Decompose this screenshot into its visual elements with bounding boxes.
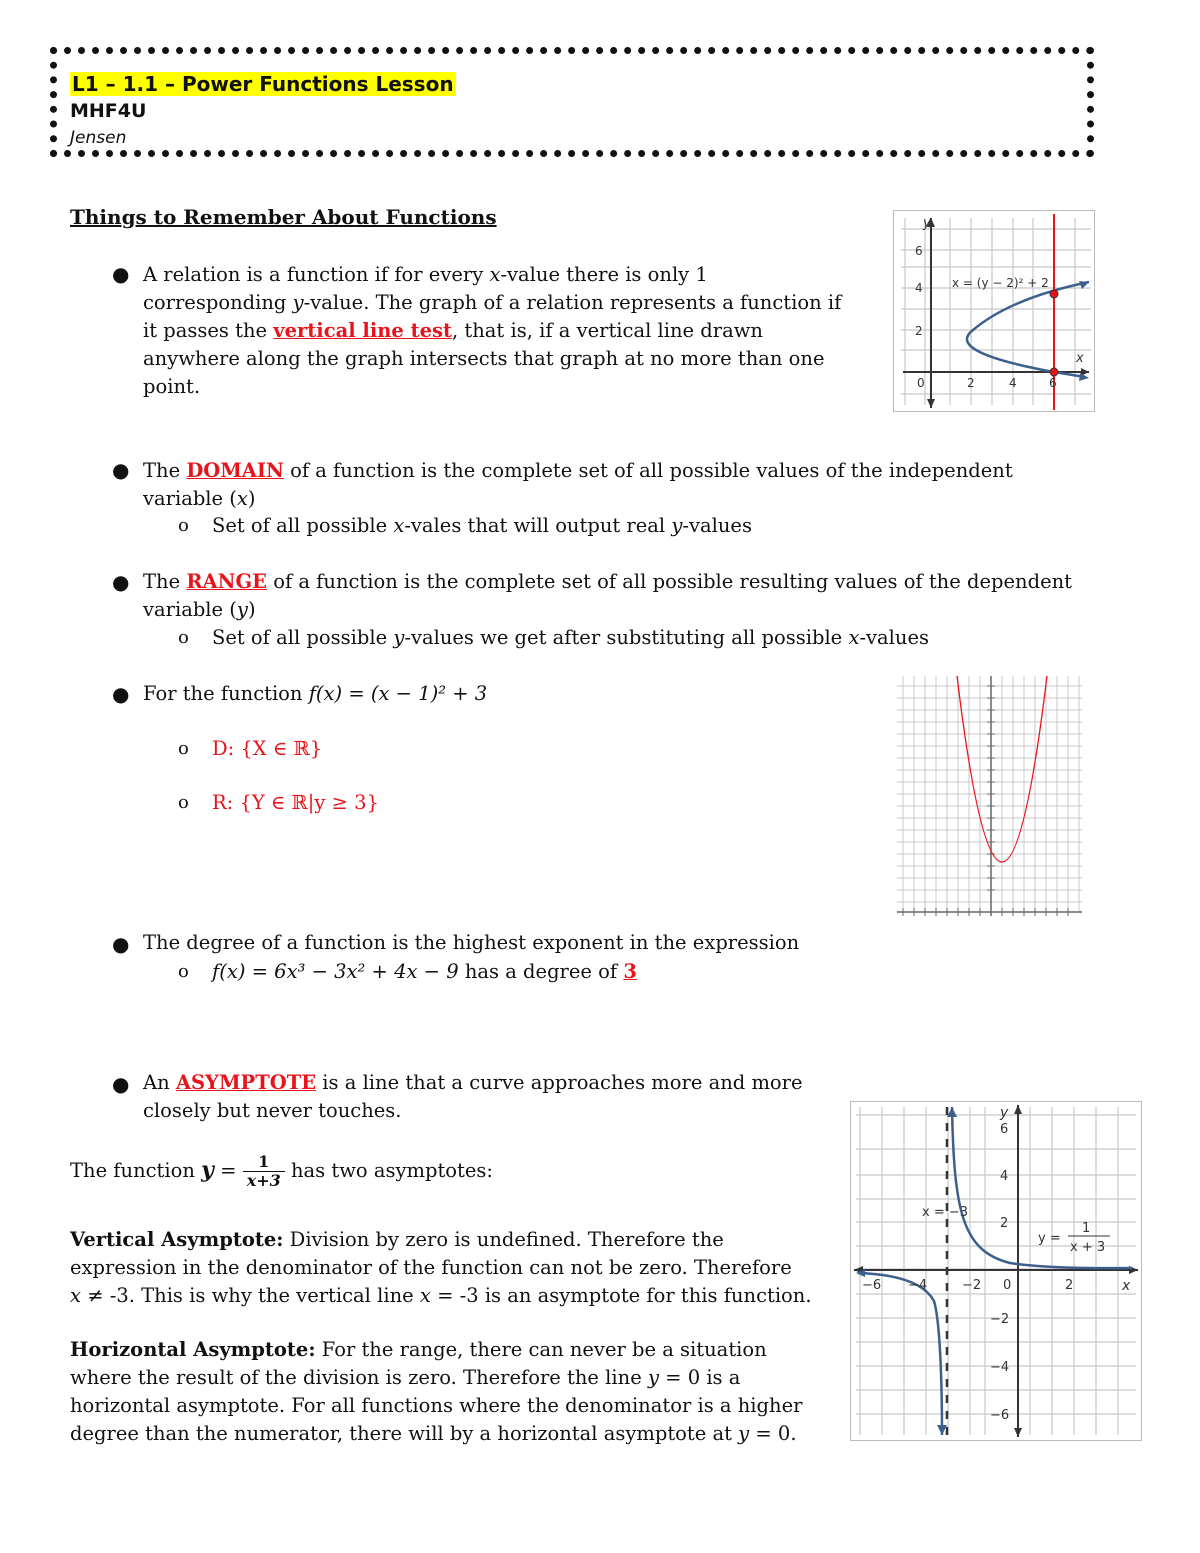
graph3-tick-y: 6 (1000, 1122, 1009, 1137)
graph3-x-label: x (1122, 1278, 1131, 1294)
bullet-icon: ● (112, 262, 130, 286)
graph3-tick-x: −6 (862, 1278, 882, 1293)
domain-subpoint: Set of all possible x-vales that will output real y-values (212, 514, 752, 537)
bullet-icon: ● (112, 570, 130, 594)
sub-bullet-icon: o (178, 792, 189, 813)
domain-term: DOMAIN (186, 459, 284, 482)
graph3-tick-y: −4 (990, 1360, 1010, 1375)
sub-bullet-icon: o (178, 627, 189, 648)
example-function: For the function f(x) = (x − 1)² + 3 (143, 682, 488, 705)
lesson-title: L1 – 1.1 – Power Functions Lesson (72, 72, 454, 96)
graph1-tick-y: 4 (915, 281, 923, 295)
vertical-asymptote-paragraph: Vertical Asymptote: Division by zero is undefined. Therefore the expression in the denominator of the function can not be zero. Therefore x ≠ -3. This is why the vertical line x = -3 is an asymptote for this function. (70, 1228, 812, 1307)
graph-asymptotes (850, 1101, 1142, 1441)
asymptote-term: ASYMPTOTE (175, 1071, 317, 1094)
graph3-vline-label: x = −3 (922, 1205, 969, 1220)
function-definition: A relation is a function if for every x-value there is only 1 corresponding y-value. The graph of a relation represents a function if it passes the vertical line test, that is, if a vertical line drawn anywhere along the graph intersects that graph at no more than one point. (143, 263, 842, 398)
graph3-tick-y: −2 (990, 1312, 1010, 1327)
graph1-tick-x: 4 (1009, 376, 1017, 390)
graph1-x-label: x (1076, 351, 1084, 366)
header-box (50, 47, 1094, 157)
graph3-tick-y: 2 (1000, 1216, 1009, 1231)
bullet-icon: ● (112, 458, 130, 482)
horizontal-asymptote-paragraph: Horizontal Asymptote: For the range, there can never be a situation where the result of the division is zero. Therefore the line y = 0 is a horizontal asymptote. For all functions where the denominator is a higher degree than the numerator, there will by a horizontal asymptote at y = 0. (70, 1338, 803, 1445)
range-term: RANGE (186, 570, 267, 593)
graph-parabola (897, 676, 1082, 924)
bullet-icon: ● (112, 1072, 130, 1096)
graph1-y-label: y (923, 216, 931, 231)
degree-value: 3 (623, 960, 637, 983)
graph3-y-label: y (1000, 1105, 1009, 1121)
graph1-tick-x: 0 (917, 376, 925, 390)
degree-example: f(x) = 6x³ − 3x² + 4x − 9 has a degree of 3 (212, 960, 637, 983)
graph3-tick-x: 0 (1003, 1278, 1012, 1293)
graph1-tick-x: 6 (1049, 376, 1057, 390)
teacher-name: Jensen (70, 128, 127, 148)
degree-definition: The degree of a function is the highest exponent in the expression (143, 931, 800, 954)
graph3-equation-den: x + 3 (1070, 1240, 1106, 1255)
bullet-icon: ● (112, 682, 130, 706)
graph1-tick-x: 2 (967, 376, 975, 390)
sub-bullet-icon: o (178, 961, 189, 982)
asymptote-definition: An ASYMPTOTE is a line that a curve approaches more and more closely but never touches. (143, 1071, 803, 1122)
sub-bullet-icon: o (178, 738, 189, 759)
graph3-equation-num: 1 (1082, 1221, 1091, 1236)
graph1-tick-y: 6 (915, 244, 923, 258)
function-statement: The function y = $\frac{1}{x+3}$ has two asymptotes: (70, 1152, 493, 1190)
domain-definition: The DOMAIN of a function is the complete set of all possible values of the independent variable (x) (143, 459, 1013, 510)
bullet-icon: ● (112, 932, 130, 956)
graph1-tick-y: 2 (915, 324, 923, 338)
course-code: MHF4U (70, 100, 147, 122)
graph3-equation-lhs: y = (1038, 1231, 1061, 1246)
graph3-tick-y: −6 (990, 1408, 1010, 1423)
range-subpoint: Set of all possible y-values we get after substituting all possible x-values (212, 626, 930, 649)
graph3-tick-x: 2 (1065, 1278, 1074, 1293)
graph3-tick-x: −2 (962, 1278, 982, 1293)
graph1-equation: x = (y − 2)² + 2 (952, 276, 1049, 290)
graph3-tick-y: 4 (1000, 1169, 1009, 1184)
section-title: Things to Remember About Functions (70, 205, 497, 229)
range-definition: The RANGE of a function is the complete set of all possible resulting values of the dependent variable (y) (143, 570, 1073, 621)
sub-bullet-icon: o (178, 515, 189, 536)
fraction: $\frac{1}{x+3}$ (243, 1153, 285, 1190)
graph3-tick-x: −4 (908, 1278, 928, 1293)
vertical-line-test-term: vertical line test (273, 319, 452, 342)
graph-vertical-line-test (893, 210, 1095, 412)
example-domain: D: {X ∈ ℝ} (212, 737, 323, 760)
example-range: R: {Y ∈ ℝ|y ≥ 3} (212, 791, 379, 814)
